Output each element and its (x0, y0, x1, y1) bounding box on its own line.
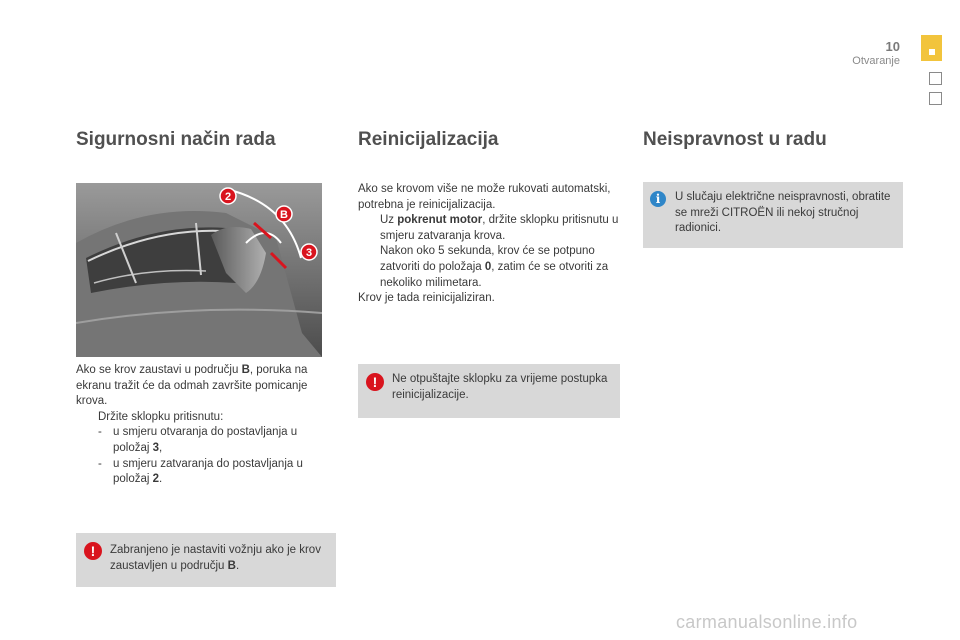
heading-reinitialisation: Reinicijalizacija (358, 129, 499, 150)
paragraph: Ako se krov zaustavi u području B, poruka na ekranu tražit će da odmah završite pomicanje krova. (76, 364, 308, 408)
heading-safety-mode: Sigurnosni način rada (76, 129, 276, 150)
warning-note-switch (358, 364, 620, 418)
figure-label-b: B (280, 209, 288, 221)
note-text: Ne otpuštajte sklopku za vrijeme postupka reinicijalizacije. (392, 373, 608, 401)
list-item: - u smjeru otvaranja do postavljanja u položaj 3, (98, 426, 298, 454)
page-number: 10 (885, 39, 900, 54)
note-text: U slučaju električne neispravnosti, obratite se mreži CITROËN ili nekoj stručnoj radionici. (675, 191, 891, 235)
figure-label-2: 2 (224, 191, 232, 203)
paragraph: Krov je tada reinicijaliziran. (358, 292, 495, 305)
warning-note-driving (76, 533, 336, 587)
heading-malfunction: Neispravnost u radu (643, 129, 827, 150)
list-item: Uz pokrenut motor, držite sklopku pritisnutu u smjeru zatvaranja krova. (380, 214, 619, 242)
figure-label-3: 3 (305, 247, 313, 259)
roof-illustration-svg (76, 183, 322, 357)
list-item: Nakon oko 5 sekunda, krov će se potpuno zatvoriti do položaja 0, zatim će se otvoriti za nekoliko milimetara. (380, 245, 609, 289)
info-note-malfunction (643, 182, 903, 248)
safety-mode-text (76, 363, 328, 488)
roof-illustration (76, 183, 322, 357)
paragraph: Ako se krovom više ne može rukovati automatski, potrebna je reinicijalizacija. (358, 183, 611, 211)
list-item: Držite sklopku pritisnutu: (98, 410, 224, 423)
chapter-tab-active[interactable] (921, 35, 942, 61)
chapter-tab[interactable] (929, 72, 942, 85)
chapter-tab[interactable] (929, 92, 942, 105)
section-name: Otvaranje (852, 55, 900, 67)
list-item: - u smjeru zatvaranja do postavljanja u položaj 2. (98, 457, 303, 486)
warning-icon: ! (84, 542, 102, 560)
watermark: carmanualsonline.info (676, 612, 858, 632)
warning-icon: ! (366, 373, 384, 391)
note-text: Zabranjeno je nastaviti vožnju ako je krov zaustavljen u području B. (110, 544, 321, 572)
info-icon: i (650, 191, 666, 207)
reinit-text (358, 182, 620, 307)
